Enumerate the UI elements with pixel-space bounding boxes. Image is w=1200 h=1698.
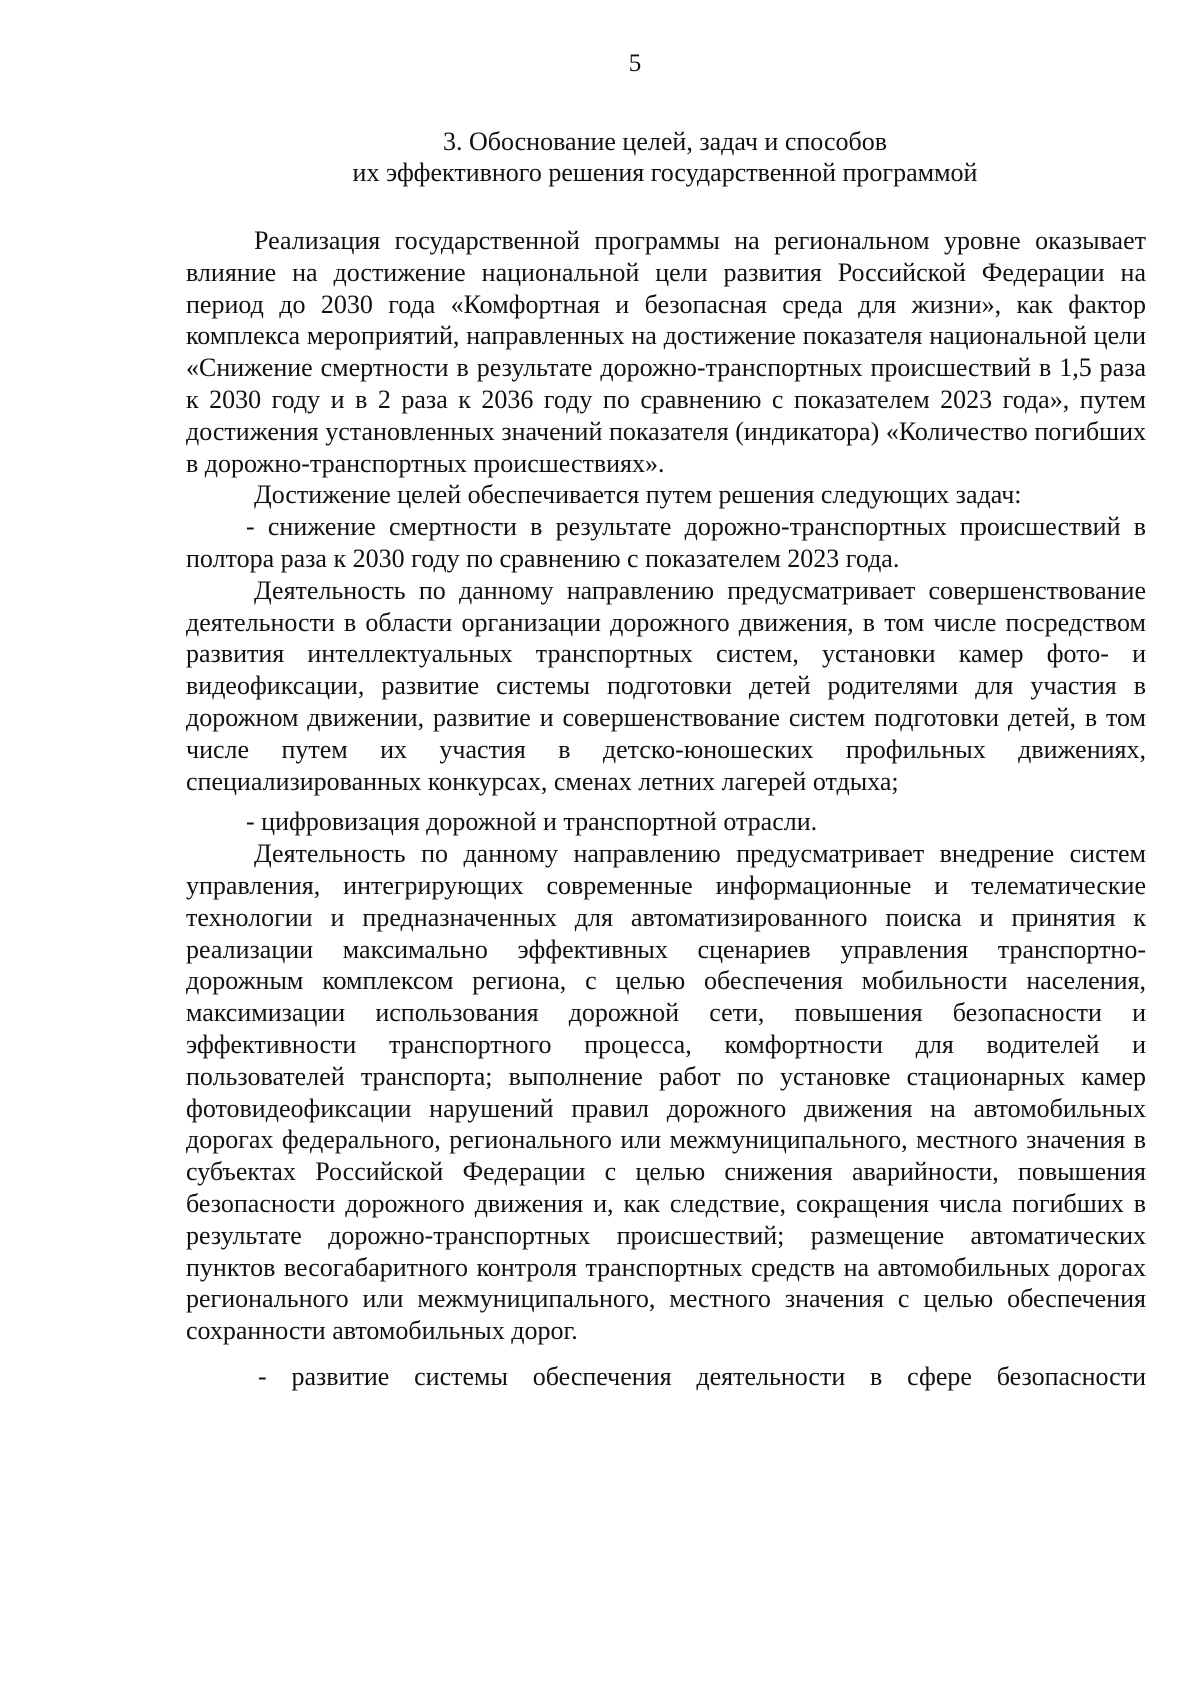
section-heading-line-2: их эффективного решения государственной программой (352, 158, 978, 187)
paragraph-tasks-lead: Достижение целей обеспечивается путем решения следующих задач: (254, 480, 1022, 510)
list-item-task-1: - снижение смертности в результате дорожно-транспортных происшествий в полтора раза к 2030 году по сравнению с показателем 2023 года. (186, 512, 1146, 573)
paragraph-activity-1: Деятельность по данному направлению предусматривает совершенствование деятельности в области организации дорожного движения, в том числе посредством развития интеллектуальных транспортных систем, установки камер фото- и видеофиксации, развитие системы подготовки детей родителями для участия в дорожном движении, развитие и совершенствование систем подготовки детей, в том числе путем их участия в детско-юношеских профильных движениях, специализированных конкурсах, сменах летних лагерей отдыха; (186, 575, 1146, 796)
paragraph-intro: Реализация государственной программы на региональном уровне оказывает влияние на достижение национальной цели развития Российской Федерации на период до 2030 года «Комфортная и безопасная среда для жизни», как фактор комплекса мероприятий, направленных на достижение показателя национальной цели «Снижение смертности в результате дорожно-транспортных происшествий в 1,5 раза к 2030 году и в 2 раза к 2036 году по сравнению с показателем 2023 года», путем достижения установленных значений показателя (индикатора) «Количество погибших в дорожно-транспортных происшествиях». (186, 226, 1146, 478)
paragraph-activity-2: Деятельность по данному направлению предусматривает внедрение систем управления, интегрирующих современные информационные и телематические технологии и предназначенных для автоматизированного поиска и принятия к реализации максимально эффективных сценариев управления транспортно-дорожным комплексом региона, с целью обеспечения мобильности населения, максимизации использования дорожной сети, повышения безопасности и эффективности транспортного процесса, комфортности для водителей и пользователей транспорта; выполнение работ по установке стационарных камер фотовидеофиксации нарушений правил дорожного движения на автомобильных дорогах федерального, регионального или межмуниципального, местного значения в субъектах Российской Федерации с целью снижения аварийности, повышения безопасности дорожного движения и, как следствие, сокращения числа погибших в результате дорожно-транспортных происшествий; размещение автоматических пунктов весогабаритного контроля транспортных средств на автомобильных дорогах регионального или межмуниципального, местного значения с целью обеспечения сохранности автомобильных дорог. (186, 839, 1146, 1346)
section-heading (185, 126, 1145, 188)
list-item-task-2: - цифровизация дорожной и транспортной отрасли. (246, 807, 818, 837)
section-heading-line-1: 3. Обоснование целей, задач и способов (442, 127, 887, 156)
list-item-task-3: - развитие системы обеспечения деятельности в сфере безопасности (258, 1361, 1146, 1391)
document-body (186, 225, 1146, 1393)
page-number: 5 (628, 50, 642, 77)
